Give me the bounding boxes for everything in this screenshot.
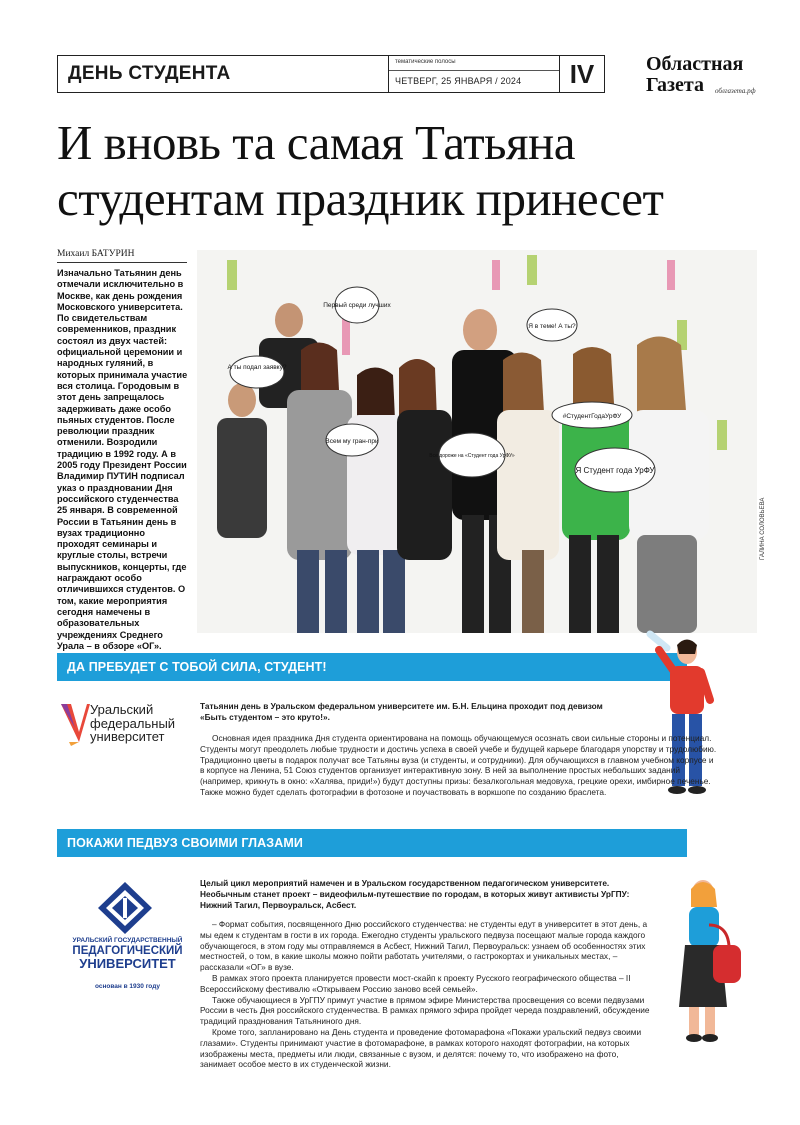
section1-title-line1: Татьянин день в Уральском федеральном университете им. Б.Н. Ельцина проходит под девизом (200, 701, 603, 711)
uspu-name-line2: ПЕДАГОГИЧЕСКИЙ (72, 945, 183, 957)
author: Михаил БАТУРИН (57, 249, 187, 263)
group-photo (197, 250, 757, 633)
student-with-bag-icon (665, 875, 745, 1045)
sign-4: Все дороже на «Студент года УрФУ» (429, 453, 515, 459)
issue-date: ЧЕТВЕРГ, 25 ЯНВАРЯ / 2024 (395, 76, 522, 86)
section2-title: Целый цикл мероприятий намечен и в Уральском государственном педагогическом университете. Необычным станет проект – видеофильм-путешествие по городам, в которых живут активисты УрГПУ: Нижний Тагил, Первоуральск, Асбест. (200, 878, 630, 910)
uspu-emblem-icon (60, 880, 190, 940)
header-date-box (389, 55, 559, 93)
uspu-name-line3: УНИВЕРСИТЕТ (79, 956, 176, 971)
sign-5: Я в теме! А ты? (528, 323, 576, 330)
sign-7: Я Студент года УрФУ (575, 466, 655, 475)
section2-paragraph: – Формат события, посвященного Дню российского студенчества: не студенты едут в университет в этот день, а мы едем к студентам в гости в их города. Ежегодно студенты уральского педвуза посещают малые города каждого обучающегося, в этом году мы отправляемся в Асбест, Нижний Тагил, Первоуральск: узнаем об особенностях этих местностей, о том, в какие школы можно пойти работать учителями, о гастрокортах и уникальных местах, – рассказали «ОГ» в вузе. (200, 919, 648, 973)
section2-body (200, 919, 650, 1070)
urfu-name (90, 703, 175, 744)
section2-paragraph: Кроме того, запланировано на День студента и проведение фотомарафона «Покажи уральский педвуз своими глазами». Студенты принимают участие в фотомарафоне, в рамках которого находят фотографии, на которых изображены места, предметы или люди, связанные с вузом, и делятся: почему то, что изображено на фото, занимает особое место в их студенческой жизни. (200, 1026, 642, 1070)
headline-line2: студентам праздник принесет (57, 171, 664, 226)
headline-line1: И вновь та самая Татьяна (57, 115, 576, 170)
section1-banner (57, 653, 687, 681)
group-photo-illustration (197, 250, 757, 633)
section-note: тематические полосы (395, 59, 456, 65)
section2-paragraph: Также обучающиеся в УрГПУ примут участие в прямом эфире Министерства просвещения со всеми педвузами России в честь Дня российского студенчества. В рамках прямого эфира пройдет череда поздравлений, обсуждение традиций празднования Татьяниного дня. (200, 994, 650, 1027)
rubric-title: ДЕНЬ СТУДЕНТА (68, 63, 231, 84)
uspu-name-line1: УРАЛЬСКИЙ ГОСУДАРСТВЕННЫЙ (72, 937, 183, 944)
sign-6: #СтудентГодаУрФУ (562, 413, 622, 420)
headline (57, 115, 757, 227)
section2-paragraph: В рамках этого проекта планируется провести мост-скайп к проекту Русского географического общества – II Всероссийскому фестивалю «Открываем Россию заново всей семьей». (200, 972, 631, 994)
sign-1: А ты подал заявку? (227, 364, 287, 371)
photo-credit: ГАЛИНА СОЛОВЬЕВА (760, 497, 766, 560)
section1-title-line2: «Быть студентом – это круто!». (200, 712, 330, 722)
sign-2: Первый среди лучших (323, 302, 391, 309)
section2-banner (57, 829, 687, 857)
urfu-name-line3: университет (90, 729, 165, 744)
rubric-box (57, 55, 389, 93)
page-number: IV (559, 55, 605, 93)
section2-banner-title: ПОКАЖИ ПЕДВУЗ СВОИМИ ГЛАЗАМИ (67, 836, 303, 850)
header-divider (389, 70, 559, 71)
uspu-founded: основан в 1930 году (94, 983, 161, 990)
uspu-name (60, 937, 195, 971)
section1-banner-title: ДА ПРЕБУДЕТ С ТОБОЙ СИЛА, СТУДЕНТ! (67, 660, 327, 674)
brand-site: облгазета.рф (715, 87, 756, 95)
urfu-name-line2: федеральный (90, 715, 176, 731)
section1-title (200, 701, 720, 723)
section1-body: Основная идея праздника Дня студента ориентирована на помощь обучающемуся осознать свои сильные стороны и потенциал. Студенты могут преодолеть любые трудности и достичь успеха в своей учебе и будущей карьере благодаря упорству и трудолюбию. Традиционно цветы в подарок получат все Татьяны вуза (и студенты, и сотрудники). Для обучающихся в главном учебном корпусе и в корпусе на Ленина, 51 Союз студентов организует интерактивную зону. В ней за выполнение простых небольших заданий (например, крикнуть в окно: «Халява, приди!») будут доступны призы: безалкогольная медовуха, грецкие орехи, имбирное печенье. Также можно будет сделать фотографии в фотозоне и поучаствовать в воркшопе по созданию браслета. (200, 733, 717, 797)
lead-text: Изначально Татьянин день отмечали исключительно в Москве, как день рождения Московского университета. По свидетельствам современников, праздник состоял из двух частей: официальной церемонии и народных гуляний, в которых принимала участие вся столица. Городовым в этот день запрещалось задерживать даже особо пьяных студентов. После революции праздник отменили. Возродили традицию в 1992 году. А в 2005 году Президент России Владимир ПУТИН подписал указ о праздновании Дня российского студенчества 25 января. В современной России в Татьянин день в вузах традиционно проходят семинары и круглые столы, встречи выпускников, концерты, где награждают особо отличившихся студентов. О том, какие мероприятия сегодня намечены в образовательных учреждениях Среднего Урала – в обзоре «ОГ». (57, 268, 188, 651)
urfu-name-line1: Уральский (90, 702, 154, 717)
brand-line1: Областная (646, 53, 744, 75)
sign-3: Всем му гран-при (325, 438, 379, 445)
brand-line2: Газета (646, 74, 704, 96)
